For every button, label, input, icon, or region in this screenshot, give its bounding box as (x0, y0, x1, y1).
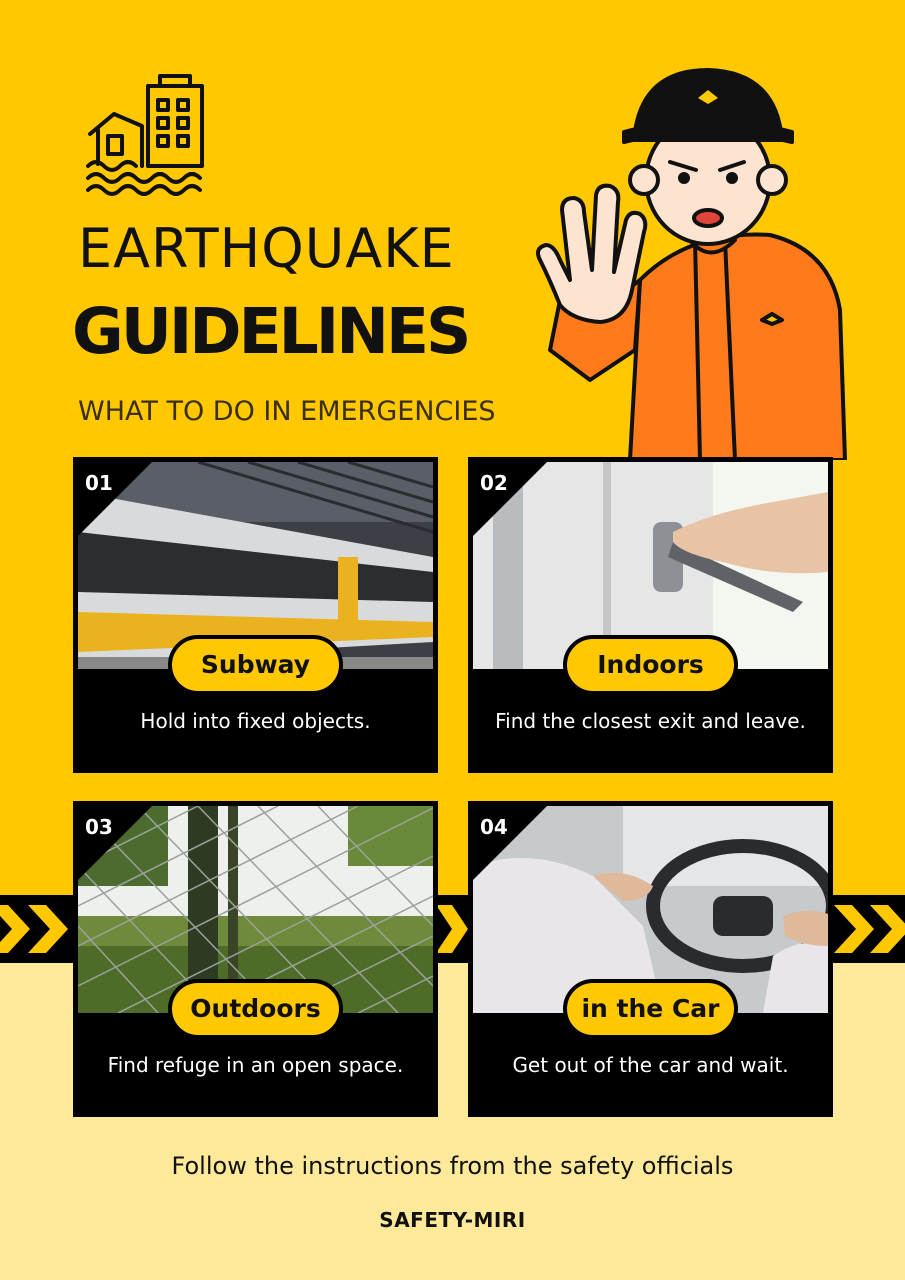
card-corner (73, 457, 157, 541)
card-corner (73, 801, 157, 885)
hazard-stripe-right (830, 895, 905, 963)
card-corner (468, 801, 552, 885)
card-description: Hold into fixed objects. (140, 709, 371, 733)
card-number: 01 (85, 471, 113, 495)
building-flood-icon (84, 74, 210, 196)
hazard-stripe-middle (434, 895, 470, 963)
card-indoors (468, 457, 833, 773)
card-label: Subway (168, 635, 343, 695)
footer-instruction: Follow the instructions from the safety officials (171, 1152, 734, 1180)
title-line-2: GUIDELINES (72, 295, 469, 368)
subtitle: WHAT TO DO IN EMERGENCIES (78, 396, 496, 427)
card-description: Find refuge in an open space. (107, 1053, 404, 1077)
title-line-1: EARTHQUAKE (78, 217, 455, 280)
card-in-the-car (468, 801, 833, 1117)
card-number: 03 (85, 815, 113, 839)
card-label: Outdoors (168, 979, 343, 1039)
card-description: Get out of the car and wait. (512, 1053, 789, 1077)
card-label: Indoors (563, 635, 738, 695)
card-outdoors (73, 801, 438, 1117)
hazard-stripe-left (0, 895, 80, 963)
card-subway (73, 457, 438, 773)
safety-officer-illustration (520, 50, 850, 460)
brand-name: SAFETY-MIRI (379, 1208, 526, 1232)
card-description: Find the closest exit and leave. (495, 709, 806, 733)
card-number: 02 (480, 471, 508, 495)
card-number: 04 (480, 815, 508, 839)
card-label: in the Car (563, 979, 738, 1039)
card-corner (468, 457, 552, 541)
